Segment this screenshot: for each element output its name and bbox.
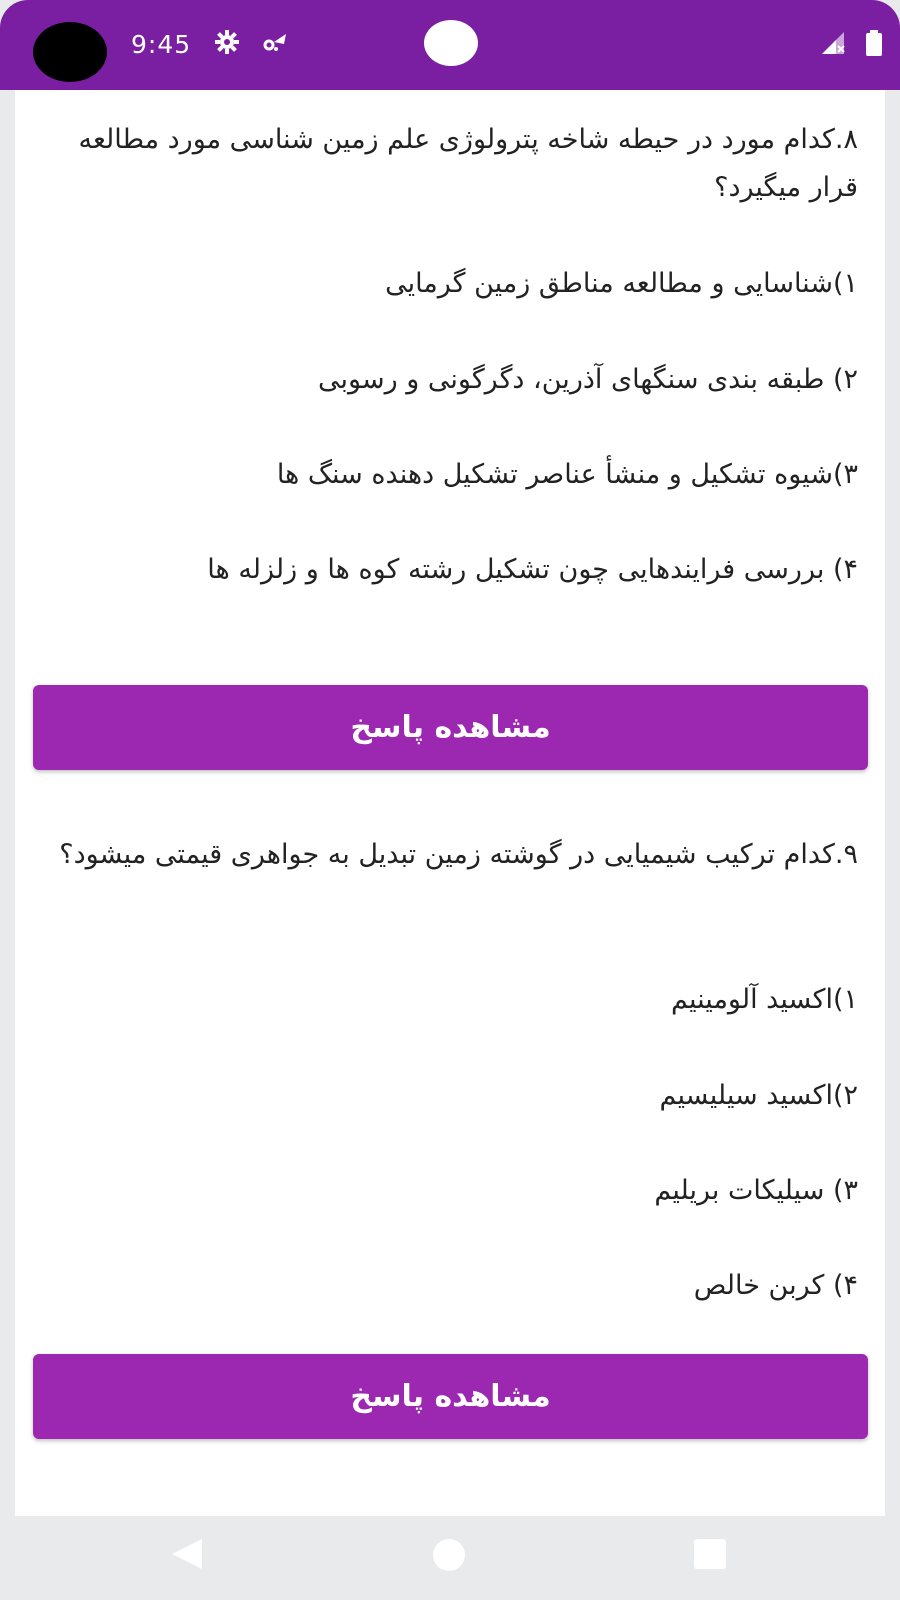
home-icon[interactable] (433, 1539, 465, 1571)
signal-icon (820, 30, 848, 60)
option-item: ۳) سیلیکات بریلیم (654, 1175, 858, 1206)
camera-cutout-icon (33, 22, 107, 82)
show-answer-button[interactable]: مشاهده پاسخ (33, 685, 868, 770)
question-text: ۸.کدام مورد در حیطه شاخه پترولوژی علم زمین شناسی مورد مطالعه قرار میگیرد؟ (78, 124, 858, 203)
data-saver-icon (262, 30, 288, 58)
option-item: ۴) کربن خالص (693, 1270, 858, 1301)
battery-icon (866, 30, 882, 60)
status-bar (0, 0, 900, 90)
front-camera-punch (424, 20, 478, 66)
option-item: ۱)اکسید آلومینیم (671, 984, 858, 1015)
option-item: ۲)اکسید سیلیسیم (659, 1080, 858, 1111)
back-icon[interactable] (172, 1539, 202, 1569)
option-item: ۲) طبقه بندی سنگهای آذرین، دگرگونی و رسوبی (318, 364, 858, 395)
status-time: 9:45 (131, 30, 192, 59)
option-item: ۱)شناسایی و مطالعه مناطق زمین گرمایی (385, 268, 858, 299)
recent-apps-icon[interactable] (694, 1539, 726, 1569)
show-answer-button[interactable]: مشاهده پاسخ (33, 1354, 868, 1439)
gear-icon (215, 30, 239, 58)
navigation-bar (0, 1516, 900, 1600)
question-text: ۹.کدام ترکیب شیمیایی در گوشته زمین تبدیل به جواهری قیمتی میشود؟ (59, 839, 858, 870)
option-item: ۳)شیوه تشکیل و منشأ عناصر تشکیل دهنده سنگ ها (276, 459, 858, 490)
quiz-content[interactable] (15, 90, 885, 1516)
option-item: ۴) بررسی فرایندهایی چون تشکیل رشته کوه ها و زلزله ها (207, 554, 858, 585)
